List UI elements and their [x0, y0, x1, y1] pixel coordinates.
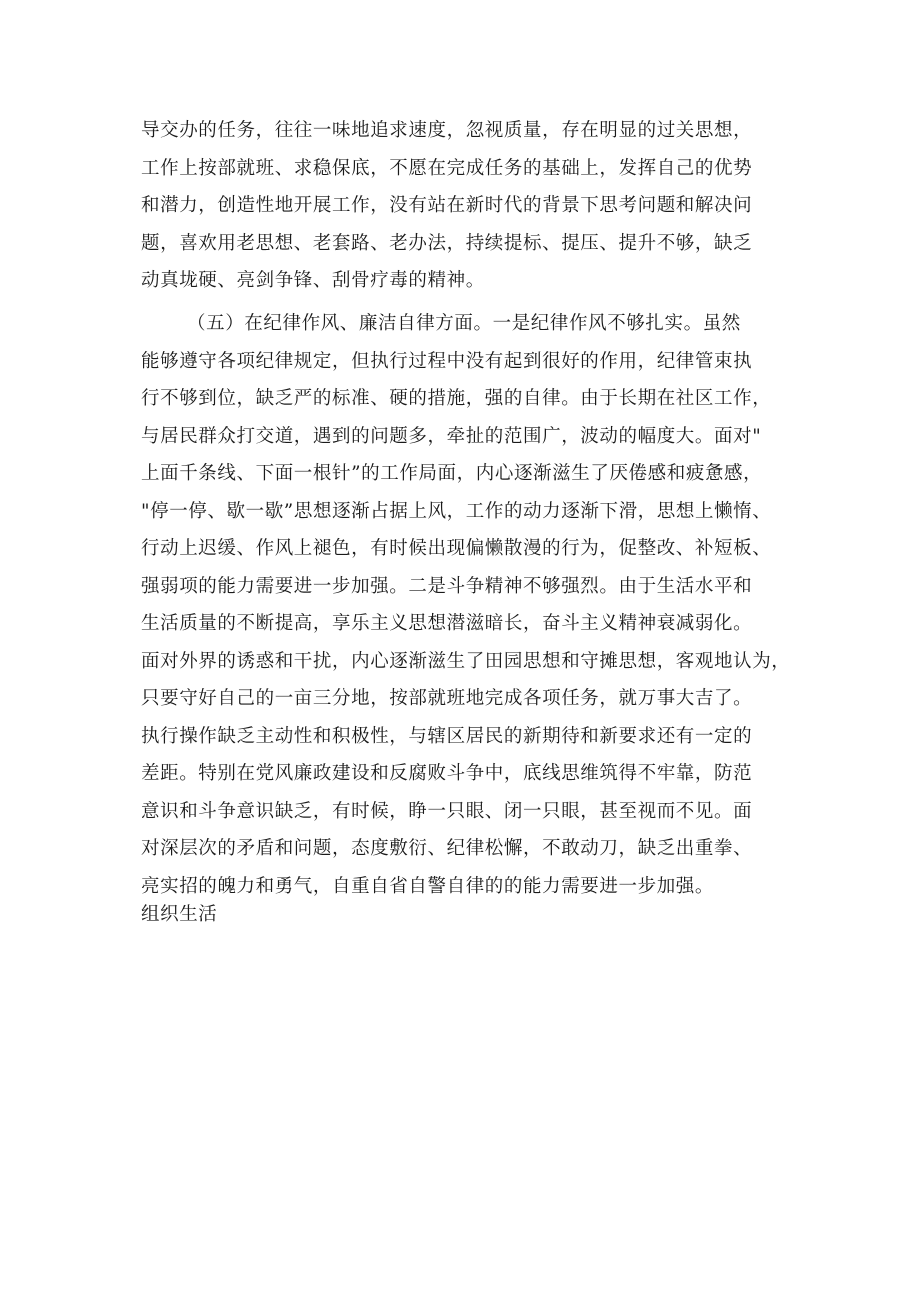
paragraph-line: 与居民群众打交道，遇到的问题多，牵扯的范围广，波动的幅度大。面对": [141, 425, 762, 447]
paragraph-line: 工作上按部就班、求稳保底，不愿在完成任务的基础上，发挥自己的优势: [141, 157, 753, 179]
paragraph-line: 动真垅硬、亮剑争锋、刮骨疗毒的精神。: [141, 270, 485, 291]
paragraph-line: 能够遵守各项纪律规定，但执行过程中没有起到很好的作用，纪律管束执: [141, 350, 753, 372]
paragraph-line: 对深层次的矛盾和问题，态度敷衍、纪律松懈，不敢动刀，缺乏出重拳、: [141, 838, 753, 859]
paragraph-line: 生活质量的不断提高，享乐主义思想潜滋暗长，奋斗主义精神衰减弱化。: [141, 613, 753, 634]
paragraph-line: 执行操作缺乏主动性和积极性，与辖区居民的新期待和新要求还有一定的: [141, 725, 753, 747]
paragraph-line: 意识和斗争意识缺乏，有时候，睁一只眼、闭一只眼，甚至视而不见。面: [141, 800, 753, 822]
paragraph-line: 只要守好自己的一亩三分地，按部就班地完成各项任务，就万事大吉了。: [141, 688, 753, 709]
paragraph-line: 面对外界的诱惑和干扰，内心逐渐滋生了田园思想和守摊思想，客观地认为，: [141, 650, 791, 672]
paragraph-line: 亮实招的魄力和勇气，自重自省自警自律的的能力需要进一步加强。: [141, 875, 715, 897]
paragraph-discipline-style: [141, 305, 791, 905]
paragraph-line: 强弱项的能力需要进一步加强。二是斗争精神不够强烈。由于生活水平和: [141, 575, 753, 597]
paragraph-line: 导交办的任务，往往一味地追求速度，忽视质量，存在明显的过关思想，: [141, 120, 753, 141]
paragraph-first-line: （五）在纪律作风、廉洁自律方面。一是纪律作风不够扎实。虽然: [187, 313, 741, 334]
paragraph-line: 题，喜欢用老思想、老套路、老办法，持续提标、提压、提升不够，缺乏: [141, 232, 753, 254]
paragraph-line: 上面千条线、下面一根针”的工作局面，内心逐渐滋生了厌倦感和疲惫感，: [141, 463, 763, 484]
paragraph-line: "停一停、歇一歇”思想逐渐占据上风，工作的动力逐渐下滑，思想上懒惰、: [141, 500, 772, 522]
paragraph-continued: [141, 112, 781, 300]
paragraph-line: 和潜力，创造性地开展工作，没有站在新时代的背景下思考问题和解决问: [141, 195, 753, 216]
paragraph-line: 差距。特别在党风廉政建设和反腐败斗争中，底线思维筑得不牢靠，防范: [141, 763, 753, 784]
paragraph-line: 行不够到位，缺乏严的标准、硬的措施，强的自律。由于长期在社区工作，: [141, 388, 772, 409]
section-label-text: 组织生活: [141, 904, 218, 925]
section-label: [141, 896, 781, 934]
paragraph-line: 行动上迟缓、作风上褪色，有时候出现偏懒散漫的行为，促整改、补短板、: [141, 538, 772, 559]
